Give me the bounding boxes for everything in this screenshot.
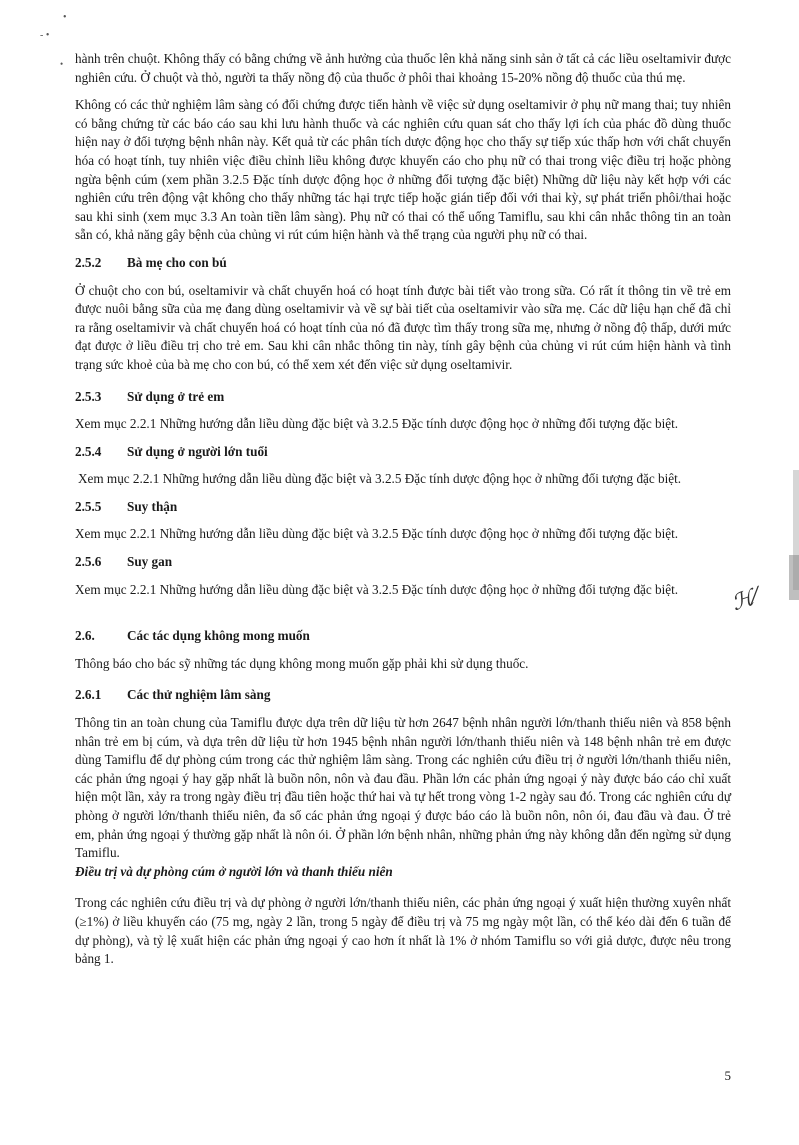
paragraph-pregnancy: Không có các thử nghiệm lâm sàng có đối chứng được tiến hành về việc sử dụng oseltamivir ở phụ nữ mang thai; tuy nhiên có bằng chứng từ các báo cáo sau khi lưu hành thuốc và các nghiên cứu quan sát cho thấy lợi ích của phác đồ dùng thuốc hiện nay ở đối tượng bệnh nhân này. Kết quả từ các phân tích dược động học cho thấy sự tiếp xúc thấp hơn với chất chuyển hóa có hoạt tính, tuy nhiên việc điều chỉnh liều không được khuyến cáo cho phụ nữ có thai trong việc điều trị hoặc phòng ngừa bệnh cúm (xem phần 3.2.5 Đặc tính dược động học ở những đối tượng đặc biệt) Những dữ liệu này kết hợp với các nghiên cứu trên động vật không cho thấy những tác hại trực tiếp hoặc gián tiếp đối với thai kỳ, sự phát triển phôi/thai hoặc sau khi sinh (xem mục 3.3 An toàn tiền lâm sàng). Phụ nữ có thai có thể uống Tamiflu, sau khi cân nhắc thông tin an toàn sẵn có, khả năng gây bệnh của chủng vi rút cúm hiện hành và thể trạng của người phụ nữ có thai. (75, 97, 731, 243)
section-number: 2.6. (75, 628, 95, 644)
page-number: 5 (724, 1068, 731, 1083)
heading-2-5-3 (75, 388, 731, 407)
bullet-mark: • (60, 59, 64, 69)
heading-2-5-6 (75, 553, 731, 572)
heading-2-5-4 (75, 443, 731, 462)
scan-edge-shadow (789, 555, 799, 600)
scan-dot: • (63, 12, 67, 23)
section-title: Sử dụng ở người lớn tuổi (127, 443, 268, 459)
section-number: 2.5.2 (75, 254, 102, 270)
subsection-title: Điều trị và dự phòng cúm ở người lớn và thanh thiếu niên (75, 863, 393, 879)
paragraph-children: Xem mục 2.2.1 Những hướng dẫn liều dùng đặc biệt và 3.2.5 Đặc tính dược động học ở những đối tượng đặc biệt. (75, 416, 679, 432)
paragraph-renal: Xem mục 2.2.1 Những hướng dẫn liều dùng đặc biệt và 3.2.5 Đặc tính dược động học ở những đối tượng đặc biệt. (75, 526, 679, 542)
paragraph-treatment-prophylaxis: Trong các nghiên cứu điều trị và dự phòng ở người lớn/thanh thiếu niên, các phản ứng ngoại ý xuất hiện thường xuyên nhất (≥1%) ở liều khuyến cáo (75 mg, ngày 2 lần, trong 5 ngày để điều trị và 75 mg ngày một lần, có thể kéo dài đến 6 tuần để dự phòng), và tỷ lệ xuất hiện các phản ứng ngoại ý cao hơn ít nhất là 1% ở nhóm Tamiflu so với giả dược, được nêu trong bảng 1. (75, 895, 731, 967)
section-number: 2.5.3 (75, 388, 102, 404)
paragraph-adverse-notice: Thông báo cho bác sỹ những tác dụng không mong muốn gặp phải khi sử dụng thuốc. (75, 655, 529, 671)
heading-2-6 (75, 627, 731, 646)
heading-2-5-2 (75, 254, 731, 273)
section-number: 2.5.4 (75, 443, 102, 459)
paragraph-fertility: hành trên chuột. Không thấy có bằng chứng về ảnh hưởng của thuốc lên khả năng sinh sản ở tất cả các liều oseltamivir được nghiên cứu. Ở chuột và thỏ, người ta thấy nồng độ của thuốc ở phôi thai khoảng 15-20% nồng độ thuốc của thú mẹ. (75, 51, 731, 85)
section-number: 2.5.5 (75, 498, 102, 514)
scan-dot: - • (40, 30, 50, 41)
section-title: Các tác dụng không mong muốn (127, 628, 310, 644)
section-number: 2.5.6 (75, 554, 102, 570)
paragraph-breastfeeding: Ở chuột cho con bú, oseltamivir và chất chuyển hoá có hoạt tính được bài tiết vào trong sữa. Có rất ít thông tin về trẻ em được nuôi bằng sữa của mẹ đang dùng oseltamivir và về sự bài tiết của oseltamivir vào sữa mẹ. Các dữ liệu hạn chế đã chỉ ra rằng oseltamivir và chất chuyển hoá có hoạt tính của nó đã được tìm thấy trong sữa mẹ, nhưng ở nồng độ thấp, dưới mức đạt được ở liều điều trị cho trẻ em. Sau khi cân nhắc thông tin này, tính gây bệnh của chủng vi rút cúm hiện hành và tình trạng sức khoẻ của bà mẹ cho con bú, có thể xem xét đến việc sử dụng oseltamivir. (75, 282, 731, 372)
heading-2-6-1 (75, 686, 731, 705)
section-title: Suy gan (127, 554, 173, 570)
paragraph-elderly: Xem mục 2.2.1 Những hướng dẫn liều dùng đặc biệt và 3.2.5 Đặc tính dược động học ở những đối tượng đặc biệt. (78, 471, 682, 487)
document-page (75, 50, 731, 969)
paragraph-clinical-trials: Thông tin an toàn chung của Tamiflu được dựa trên dữ liệu từ hơn 2647 bệnh nhân người lớn/thanh thiếu niên và 858 bệnh nhân trẻ em bị cúm, và dựa trên dữ liệu từ hơn 1945 bệnh nhân người lớn/thanh thiếu niên và 148 bệnh nhân trẻ em được dùng Tamiflu để dự phòng cúm trong các thử nghiệm lâm sàng. Trong các nghiên cứu điều trị ở người lớn/thanh thiếu niên, các phản ứng ngoại ý hay gặp nhất là buồn nôn, nôn và đau đầu. Phần lớn các phản ứng ngoại ý này được báo cáo chỉ xuất hiện một lần, xảy ra trong ngày điều trị đầu tiên hoặc thứ hai và tự hết trong vòng 1-2 ngày sau đó. Trong các nghiên cứu dự phòng ở người lớn/thanh thiếu niên, đa số các phản ứng ngoại ý được báo cáo là buồn nôn, nôn ói, đau đầu và đau. Ở trẻ em, phản ứng ngoại ý thường gặp nhất là nôn ói. Ở phần lớn bệnh nhân, những phản ứng này không dẫn đến ngừng sử dụng Tamiflu. (75, 715, 731, 861)
section-title: Bà mẹ cho con bú (127, 254, 227, 270)
section-title: Suy thận (127, 498, 178, 514)
initials-signature: ℋ⁄ (728, 584, 761, 617)
section-number: 2.6.1 (75, 687, 102, 703)
paragraph-hepatic: Xem mục 2.2.1 Những hướng dẫn liều dùng đặc biệt và 3.2.5 Đặc tính dược động học ở những đối tượng đặc biệt. (75, 581, 679, 597)
section-title: Các thử nghiệm lâm sàng (127, 687, 271, 703)
heading-2-5-5 (75, 498, 731, 517)
section-title: Sử dụng ở trẻ em (127, 388, 225, 404)
